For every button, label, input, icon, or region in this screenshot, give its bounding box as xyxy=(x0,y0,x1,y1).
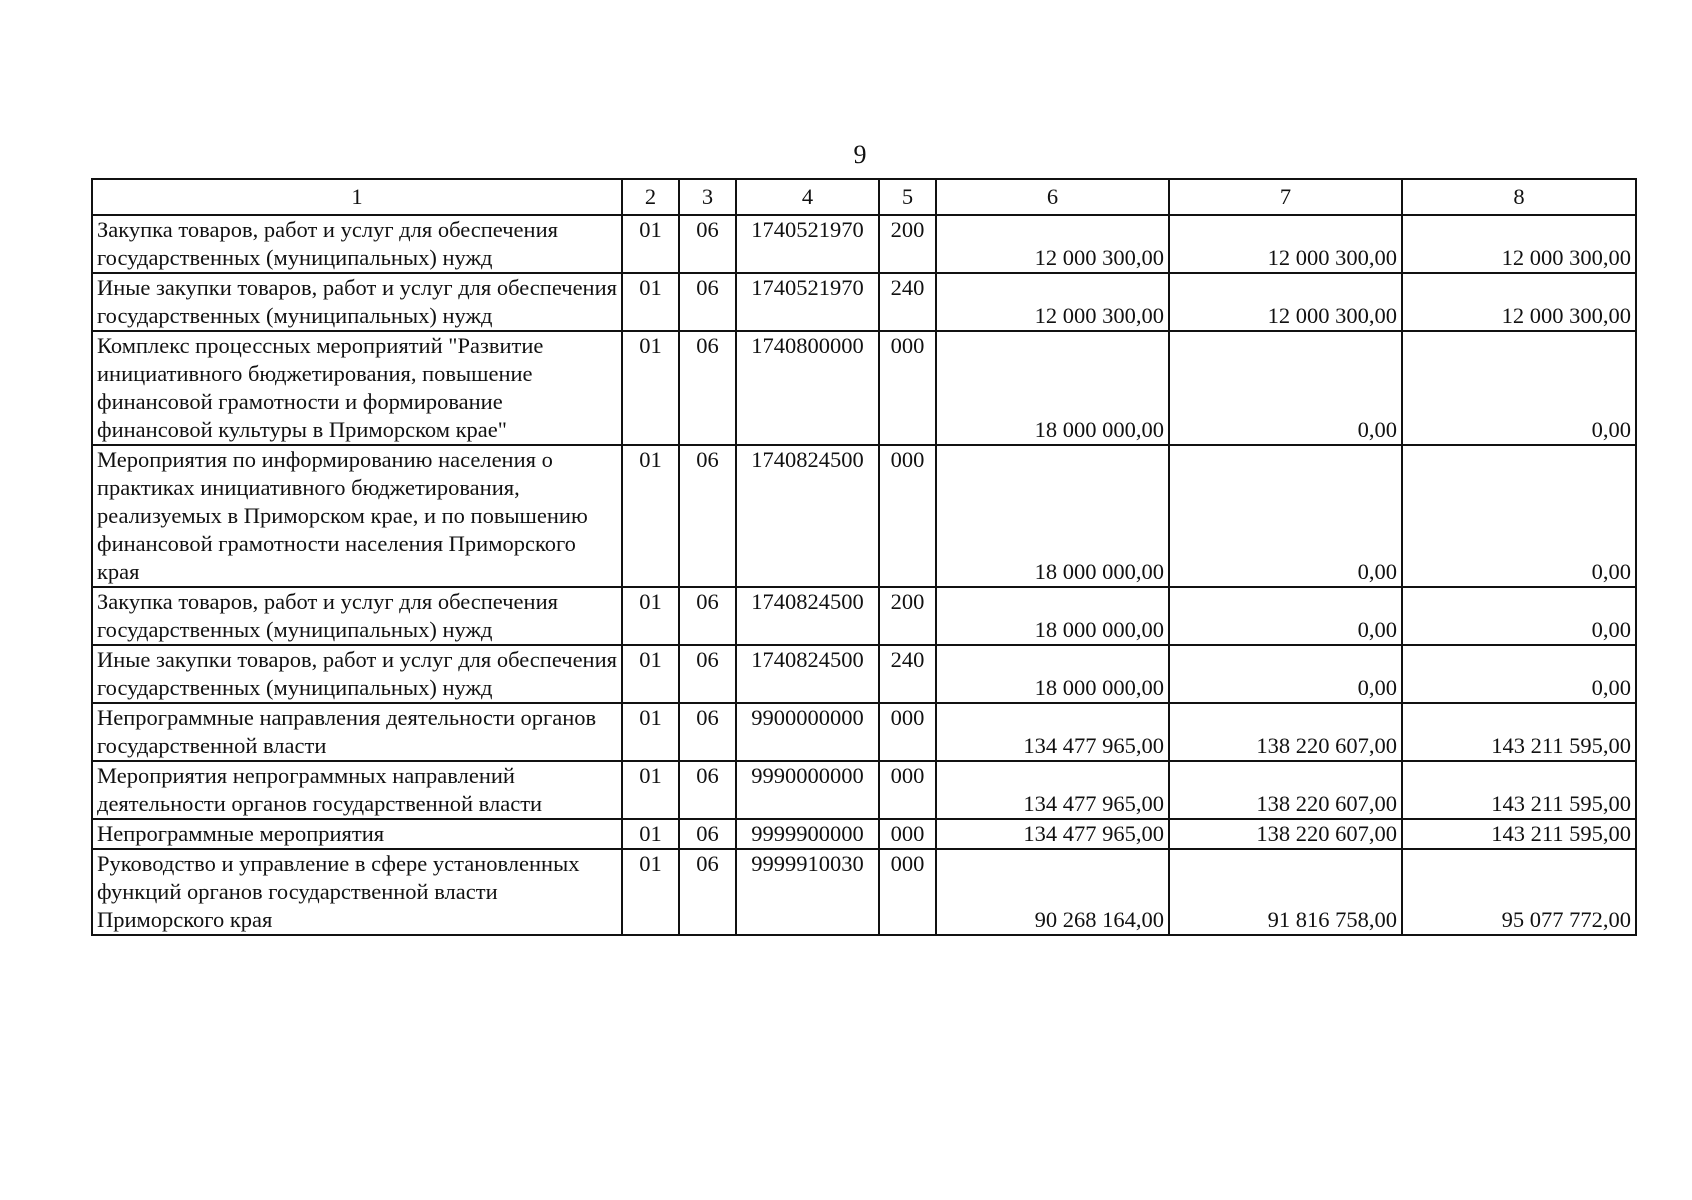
row-name-cell: Мероприятия по информированию населения о практиках инициативного бюджетирования, реализуемых в Приморском крае, и по повышению финансовой грамотности населения Приморского края xyxy=(92,445,622,587)
section-code-cell: 01 xyxy=(622,761,679,819)
row-name-cell: Непрограммные направления деятельности органов государственной власти xyxy=(92,703,622,761)
amount-col8-cell: 143 211 595,00 xyxy=(1402,703,1636,761)
table-row xyxy=(92,445,1636,587)
header-cell: 4 xyxy=(736,179,879,215)
section-code-cell: 01 xyxy=(622,215,679,273)
row-name-cell: Закупка товаров, работ и услуг для обеспечения государственных (муниципальных) нужд xyxy=(92,587,622,645)
amount-col6-cell: 18 000 000,00 xyxy=(936,587,1169,645)
amount-col6-cell: 134 477 965,00 xyxy=(936,703,1169,761)
expense-type-cell: 240 xyxy=(879,645,936,703)
header-cell: 2 xyxy=(622,179,679,215)
table-row xyxy=(92,645,1636,703)
section-code-cell: 01 xyxy=(622,703,679,761)
section-code-cell: 01 xyxy=(622,819,679,849)
subsection-code-cell: 06 xyxy=(679,445,736,587)
table-row xyxy=(92,819,1636,849)
row-name-cell: Руководство и управление в сфере установленных функций органов государственной власти Приморского края xyxy=(92,849,622,935)
amount-col8-cell: 95 077 772,00 xyxy=(1402,849,1636,935)
table-header-row xyxy=(92,179,1636,215)
target-article-cell: 9990000000 xyxy=(736,761,879,819)
subsection-code-cell: 06 xyxy=(679,703,736,761)
amount-col7-cell: 0,00 xyxy=(1169,445,1402,587)
target-article-cell: 1740824500 xyxy=(736,445,879,587)
page-number: 9 xyxy=(853,140,867,169)
subsection-code-cell: 06 xyxy=(679,215,736,273)
amount-col6-cell: 12 000 300,00 xyxy=(936,215,1169,273)
row-name-cell: Комплекс процессных мероприятий "Развитие инициативного бюджетирования, повышение финансовой грамотности и формирование финансовой культуры в Приморском крае" xyxy=(92,331,622,445)
amount-col8-cell: 12 000 300,00 xyxy=(1402,273,1636,331)
amount-col7-cell: 138 220 607,00 xyxy=(1169,761,1402,819)
row-name-cell: Мероприятия непрограммных направлений деятельности органов государственной власти xyxy=(92,761,622,819)
header-cell: 6 xyxy=(936,179,1169,215)
expense-type-cell: 000 xyxy=(879,445,936,587)
amount-col7-cell: 12 000 300,00 xyxy=(1169,273,1402,331)
row-name-cell: Закупка товаров, работ и услуг для обеспечения государственных (муниципальных) нужд xyxy=(92,215,622,273)
subsection-code-cell: 06 xyxy=(679,819,736,849)
amount-col8-cell: 12 000 300,00 xyxy=(1402,215,1636,273)
row-name-cell: Иные закупки товаров, работ и услуг для обеспечения государственных (муниципальных) нужд xyxy=(92,273,622,331)
amount-col7-cell: 0,00 xyxy=(1169,587,1402,645)
target-article-cell: 9999910030 xyxy=(736,849,879,935)
amount-col6-cell: 18 000 000,00 xyxy=(936,445,1169,587)
amount-col7-cell: 138 220 607,00 xyxy=(1169,819,1402,849)
row-name-cell: Непрограммные мероприятия xyxy=(92,819,622,849)
header-cell: 5 xyxy=(879,179,936,215)
amount-col7-cell: 0,00 xyxy=(1169,331,1402,445)
expense-type-cell: 200 xyxy=(879,215,936,273)
amount-col6-cell: 134 477 965,00 xyxy=(936,761,1169,819)
target-article-cell: 1740824500 xyxy=(736,587,879,645)
amount-col8-cell: 0,00 xyxy=(1402,587,1636,645)
amount-col8-cell: 0,00 xyxy=(1402,645,1636,703)
amount-col8-cell: 143 211 595,00 xyxy=(1402,819,1636,849)
subsection-code-cell: 06 xyxy=(679,587,736,645)
header-cell: 8 xyxy=(1402,179,1636,215)
amount-col8-cell: 0,00 xyxy=(1402,445,1636,587)
subsection-code-cell: 06 xyxy=(679,273,736,331)
amount-col6-cell: 18 000 000,00 xyxy=(936,331,1169,445)
section-code-cell: 01 xyxy=(622,645,679,703)
amount-col7-cell: 12 000 300,00 xyxy=(1169,215,1402,273)
amount-col7-cell: 91 816 758,00 xyxy=(1169,849,1402,935)
target-article-cell: 9900000000 xyxy=(736,703,879,761)
amount-col6-cell: 90 268 164,00 xyxy=(936,849,1169,935)
section-code-cell: 01 xyxy=(622,445,679,587)
target-article-cell: 1740824500 xyxy=(736,645,879,703)
section-code-cell: 01 xyxy=(622,273,679,331)
section-code-cell: 01 xyxy=(622,849,679,935)
expense-type-cell: 000 xyxy=(879,849,936,935)
target-article-cell: 1740521970 xyxy=(736,273,879,331)
amount-col7-cell: 138 220 607,00 xyxy=(1169,703,1402,761)
expense-type-cell: 000 xyxy=(879,331,936,445)
table-row xyxy=(92,273,1636,331)
section-code-cell: 01 xyxy=(622,331,679,445)
header-cell: 7 xyxy=(1169,179,1402,215)
table-row xyxy=(92,703,1636,761)
section-code-cell: 01 xyxy=(622,587,679,645)
table-row xyxy=(92,215,1636,273)
expense-type-cell: 000 xyxy=(879,703,936,761)
target-article-cell: 1740800000 xyxy=(736,331,879,445)
target-article-cell: 9999900000 xyxy=(736,819,879,849)
budget-table xyxy=(91,178,1637,936)
header-cell: 3 xyxy=(679,179,736,215)
amount-col7-cell: 0,00 xyxy=(1169,645,1402,703)
subsection-code-cell: 06 xyxy=(679,645,736,703)
amount-col8-cell: 0,00 xyxy=(1402,331,1636,445)
expense-type-cell: 240 xyxy=(879,273,936,331)
subsection-code-cell: 06 xyxy=(679,849,736,935)
row-name-cell: Иные закупки товаров, работ и услуг для обеспечения государственных (муниципальных) нужд xyxy=(92,645,622,703)
table-row xyxy=(92,587,1636,645)
table-row xyxy=(92,849,1636,935)
target-article-cell: 1740521970 xyxy=(736,215,879,273)
table-row xyxy=(92,331,1636,445)
amount-col6-cell: 12 000 300,00 xyxy=(936,273,1169,331)
expense-type-cell: 000 xyxy=(879,819,936,849)
amount-col6-cell: 134 477 965,00 xyxy=(936,819,1169,849)
amount-col8-cell: 143 211 595,00 xyxy=(1402,761,1636,819)
subsection-code-cell: 06 xyxy=(679,761,736,819)
subsection-code-cell: 06 xyxy=(679,331,736,445)
expense-type-cell: 000 xyxy=(879,761,936,819)
amount-col6-cell: 18 000 000,00 xyxy=(936,645,1169,703)
header-cell: 1 xyxy=(92,179,622,215)
expense-type-cell: 200 xyxy=(879,587,936,645)
table-row xyxy=(92,761,1636,819)
